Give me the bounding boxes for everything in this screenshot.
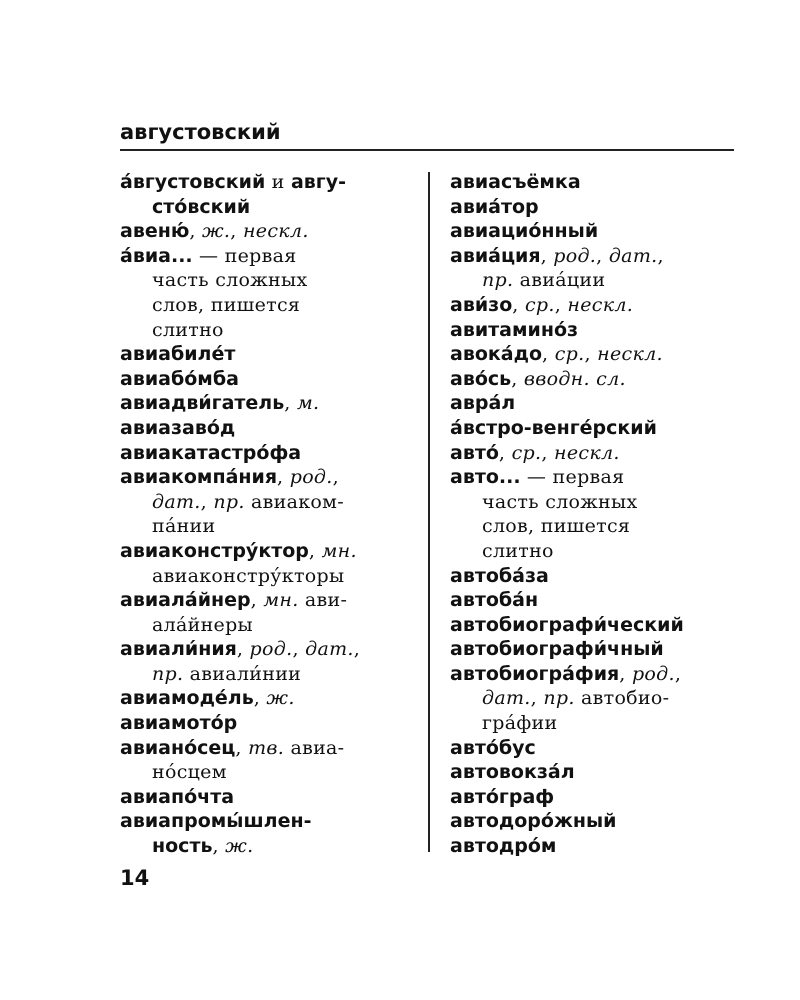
headword: авра́л	[450, 392, 516, 415]
dictionary-entry	[120, 465, 416, 539]
dictionary-entry	[450, 195, 740, 220]
grammar-label: дат.	[305, 638, 354, 661]
entry-text: авиали́нии	[183, 662, 302, 685]
entry-text: слитно	[482, 539, 554, 562]
entry-text: часть сложных	[152, 269, 308, 292]
dictionary-entry	[120, 711, 416, 736]
entry-text: ,	[308, 539, 322, 562]
entry-text: слов, пишется	[482, 515, 631, 538]
entry-text: ,	[235, 736, 249, 759]
dictionary-entry	[120, 686, 416, 711]
entry-text: ,	[498, 441, 512, 464]
dictionary-entry	[450, 662, 740, 736]
headword: авока́до	[450, 343, 543, 366]
column-divider	[428, 172, 430, 852]
entry-text: ,	[541, 441, 555, 464]
entry-text: — первая	[192, 244, 297, 267]
dictionary-entry	[450, 760, 740, 785]
headword: ави́зо	[450, 293, 513, 316]
headword: авиа́тор	[450, 195, 539, 218]
entry-text: часть сложных	[482, 490, 638, 513]
dictionary-entry	[450, 588, 740, 613]
headword: авто́	[450, 441, 499, 464]
headword: автобиографи́ческий	[450, 613, 684, 636]
header-rule	[120, 149, 734, 151]
entry-text: гра́фии	[482, 712, 558, 735]
entry-text: ,	[284, 392, 297, 415]
dictionary-entry	[120, 170, 416, 219]
entry-text: ,	[189, 220, 203, 243]
grammar-label: дат.	[152, 490, 201, 513]
dictionary-entry	[120, 809, 416, 858]
headword: автодро́м	[450, 835, 557, 858]
headword: а́виа...	[120, 244, 193, 267]
dictionary-entry	[450, 564, 740, 589]
headword: а́встро-венге́рский	[450, 416, 657, 439]
grammar-label: мн.	[321, 539, 357, 562]
grammar-label: род.	[631, 662, 675, 685]
headword: авиано́сец	[120, 736, 236, 759]
dictionary-entry	[120, 736, 416, 785]
headword: а́вгустовский	[120, 171, 266, 193]
headword: авиамоде́ль	[120, 687, 254, 710]
dictionary-entry	[450, 809, 740, 834]
headword: авиапо́чта	[120, 785, 235, 808]
entry-text: ,	[253, 687, 267, 710]
entry-text: авиа-	[284, 736, 345, 759]
dictionary-entry	[450, 785, 740, 810]
grammar-label: ж.	[202, 220, 231, 243]
entry-text: ,	[200, 490, 214, 513]
headword: авто...	[450, 466, 521, 489]
headword: авто́бус	[450, 736, 536, 759]
headword: автоба́за	[450, 564, 549, 587]
dictionary-entry	[120, 367, 416, 392]
dictionary-entry	[120, 539, 416, 588]
entry-text: ,	[250, 589, 264, 612]
grammar-label: ср.	[524, 293, 555, 316]
grammar-label: ср.	[511, 441, 542, 464]
dictionary-entry	[120, 219, 416, 244]
headword: авгу-	[290, 171, 346, 193]
dictionary-entry	[450, 416, 740, 441]
entry-text: автобио-	[574, 687, 670, 710]
dictionary-entry	[120, 637, 416, 686]
entry-text: па́нии	[152, 515, 216, 538]
headword: авто́граф	[450, 785, 555, 808]
headword: авиацио́нный	[450, 220, 599, 243]
entry-text: ала́йнеры	[152, 613, 253, 636]
entry-text: ,	[353, 638, 361, 661]
grammar-label: вводн. сл.	[523, 367, 626, 390]
grammar-label: род.	[249, 638, 293, 661]
grammar-label: ср.	[554, 343, 585, 366]
dictionary-entry	[450, 613, 740, 638]
right-column	[450, 170, 740, 859]
entry-text: авиа́ции	[513, 269, 606, 292]
grammar-label: пр.	[152, 662, 184, 685]
dictionary-entry	[120, 441, 416, 466]
grammar-label: пр.	[213, 490, 245, 513]
headword: сто́вский	[152, 195, 251, 218]
grammar-label: м.	[296, 392, 320, 415]
grammar-label: мн.	[263, 589, 299, 612]
dictionary-entry	[450, 441, 740, 466]
headword: автоба́н	[450, 589, 539, 612]
dictionary-entry	[120, 342, 416, 367]
entry-text: авиаком-	[244, 490, 344, 513]
headword: авиаконстру́ктор	[120, 539, 309, 562]
dictionary-entry	[450, 342, 740, 367]
headword: авиазаво́д	[120, 416, 236, 439]
dictionary-entry	[450, 293, 740, 318]
entry-text: ,	[619, 662, 632, 685]
headword: автовокза́л	[450, 761, 575, 784]
dictionary-entry	[120, 416, 416, 441]
dictionary-entry	[120, 785, 416, 810]
dictionary-entry	[120, 588, 416, 637]
entry-text: ,	[332, 466, 339, 489]
entry-text: ,	[657, 244, 664, 267]
entry-text: ,	[542, 343, 555, 366]
entry-text: ,	[236, 638, 250, 661]
entry-text: ,	[674, 662, 682, 685]
headword: автобиогра́фия	[450, 662, 620, 685]
headword: авиала́йнер	[120, 589, 251, 612]
entry-text: — первая	[520, 466, 625, 489]
grammar-label: пр.	[543, 687, 575, 710]
grammar-label: нескл.	[597, 343, 663, 366]
grammar-label: нескл.	[567, 293, 634, 316]
dictionary-entry	[450, 465, 740, 563]
dictionary-entry	[450, 170, 740, 195]
grammar-label: дат.	[482, 687, 531, 710]
entry-text: но́сцем	[152, 761, 227, 784]
entry-text: ,	[584, 343, 598, 366]
dictionary-entry	[450, 318, 740, 343]
headword: авитамино́з	[450, 318, 579, 341]
headword: авиакомпа́ния	[120, 466, 278, 489]
entry-text: ,	[554, 293, 568, 316]
grammar-label: ж.	[266, 687, 295, 710]
grammar-label: тв.	[248, 736, 285, 759]
headword: авиакатастро́фа	[120, 441, 302, 464]
entry-text: ,	[530, 687, 544, 710]
dictionary-entry	[450, 391, 740, 416]
headword: авиасъёмка	[450, 171, 581, 193]
dictionary-entry	[450, 637, 740, 662]
headword: авиапромы́шлен-	[120, 810, 312, 833]
headword: автодоро́жный	[450, 810, 617, 833]
entry-text: ,	[511, 367, 524, 390]
grammar-label: нескл.	[554, 441, 620, 464]
entry-text: ави-	[298, 589, 348, 612]
dictionary-entry	[450, 834, 740, 859]
grammar-label: род.	[553, 244, 597, 267]
running-head: августовский	[120, 120, 281, 144]
dictionary-entry	[120, 391, 416, 416]
entry-text: ,	[212, 835, 226, 858]
left-column	[120, 170, 416, 859]
entry-text: ,	[230, 220, 243, 243]
grammar-label: нескл.	[242, 220, 309, 243]
headword: авиали́ния	[120, 638, 237, 661]
grammar-label: дат.	[608, 244, 658, 267]
page-number: 14	[120, 866, 150, 890]
headword: авиадви́гатель	[120, 392, 285, 415]
headword: авиабо́мба	[120, 367, 239, 390]
entry-text: авиаконстру́кторы	[152, 564, 345, 587]
headword: аво́сь	[450, 367, 512, 390]
entry-text: ,	[540, 244, 554, 267]
entry-text: ,	[277, 466, 290, 489]
headword: автобиографи́чный	[450, 638, 664, 661]
dictionary-entry	[450, 244, 740, 293]
grammar-label: пр.	[482, 269, 514, 292]
dictionary-entry	[120, 244, 416, 342]
grammar-label: ж.	[225, 835, 254, 858]
dictionary-entry	[450, 367, 740, 392]
dictionary-entry	[450, 219, 740, 244]
entry-text: и	[265, 171, 291, 193]
entry-text: ,	[596, 244, 609, 267]
grammar-label: род.	[289, 466, 333, 489]
entry-text: слов, пишется	[152, 293, 301, 316]
headword: авиа́ция	[450, 244, 541, 267]
headword: авиабиле́т	[120, 343, 236, 366]
entry-text: ,	[292, 638, 306, 661]
entry-text: ,	[512, 293, 525, 316]
headword: ность	[152, 835, 213, 858]
dictionary-entry	[450, 736, 740, 761]
entry-text: слитно	[152, 318, 224, 341]
headword: авеню́	[120, 220, 190, 243]
headword: авиамото́р	[120, 712, 238, 735]
